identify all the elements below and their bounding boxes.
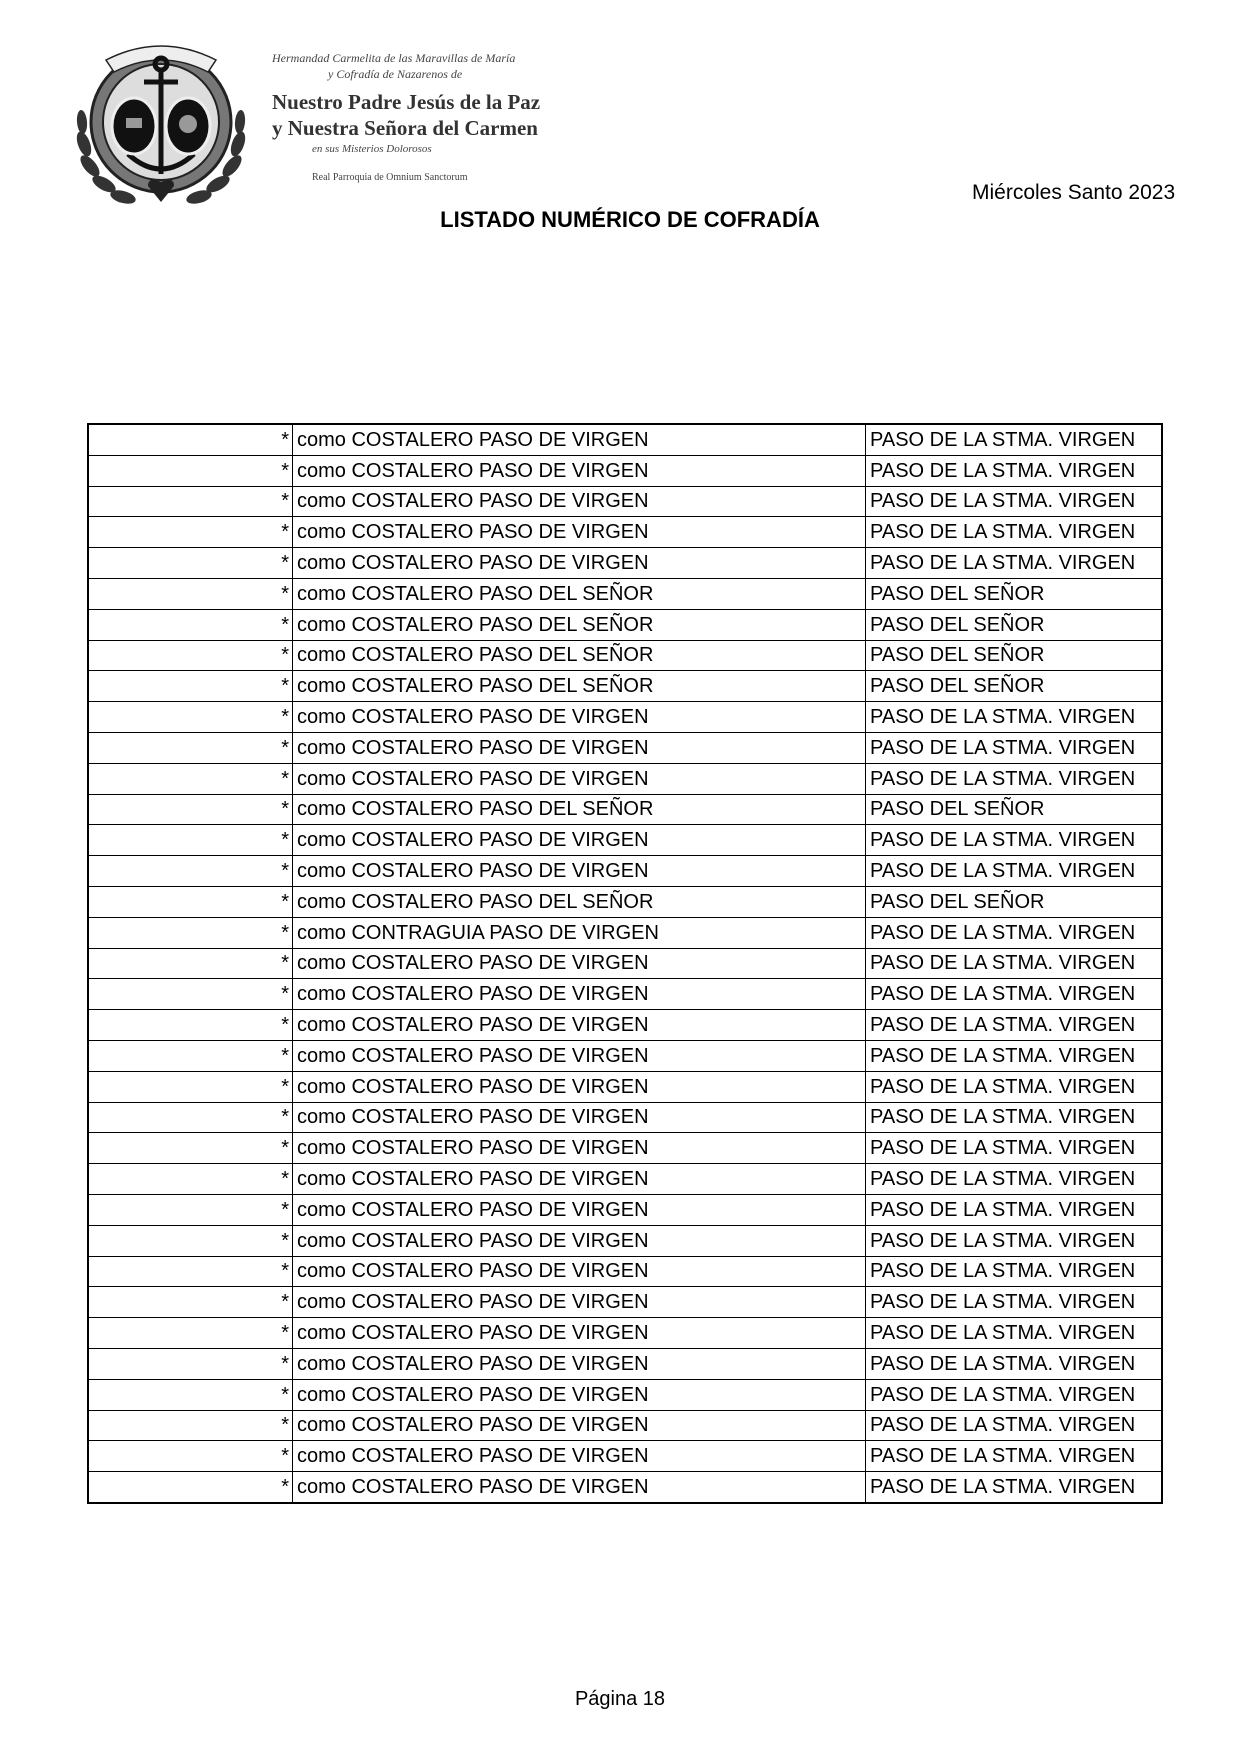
brotherhood-line-2: y Cofradía de Nazarenos de <box>328 67 463 81</box>
row-mark: * <box>88 1225 293 1256</box>
row-paso: PASO DE LA STMA. VIRGEN <box>866 517 1163 548</box>
row-role: como COSTALERO PASO DE VIRGEN <box>293 1256 866 1287</box>
row-paso: PASO DE LA STMA. VIRGEN <box>866 1441 1163 1472</box>
table-row <box>88 1194 1162 1225</box>
row-role: como COSTALERO PASO DE VIRGEN <box>293 948 866 979</box>
row-paso: PASO DE LA STMA. VIRGEN <box>866 1133 1163 1164</box>
row-paso: PASO DEL SEÑOR <box>866 671 1163 702</box>
row-paso: PASO DE LA STMA. VIRGEN <box>866 1194 1163 1225</box>
row-mark: * <box>88 979 293 1010</box>
row-mark: * <box>88 1441 293 1472</box>
row-mark: * <box>88 1287 293 1318</box>
row-mark: * <box>88 1379 293 1410</box>
brotherhood-line-5: en sus Misterios Dolorosos <box>312 143 432 155</box>
row-role: como COSTALERO PASO DE VIRGEN <box>293 548 866 579</box>
row-mark: * <box>88 1071 293 1102</box>
row-paso: PASO DEL SEÑOR <box>866 886 1163 917</box>
row-paso: PASO DE LA STMA. VIRGEN <box>866 948 1163 979</box>
cofradia-list-body <box>88 424 1162 1503</box>
row-role: como COSTALERO PASO DE VIRGEN <box>293 1287 866 1318</box>
row-role: como COSTALERO PASO DE VIRGEN <box>293 763 866 794</box>
row-mark: * <box>88 1410 293 1441</box>
row-mark: * <box>88 856 293 887</box>
row-mark: * <box>88 424 293 455</box>
row-mark: * <box>88 548 293 579</box>
row-role: como CONTRAGUIA PASO DE VIRGEN <box>293 917 866 948</box>
row-mark: * <box>88 486 293 517</box>
table-row <box>88 1133 1162 1164</box>
row-paso: PASO DE LA STMA. VIRGEN <box>866 486 1163 517</box>
table-row <box>88 732 1162 763</box>
row-mark: * <box>88 1472 293 1503</box>
row-role: como COSTALERO PASO DE VIRGEN <box>293 1379 866 1410</box>
row-paso: PASO DEL SEÑOR <box>866 609 1163 640</box>
row-role: como COSTALERO PASO DE VIRGEN <box>293 517 866 548</box>
brotherhood-line-1: Hermandad Carmelita de las Maravillas de María <box>272 51 516 65</box>
row-role: como COSTALERO PASO DE VIRGEN <box>293 1441 866 1472</box>
row-role: como COSTALERO PASO DE VIRGEN <box>293 455 866 486</box>
row-role: como COSTALERO PASO DE VIRGEN <box>293 856 866 887</box>
row-paso: PASO DE LA STMA. VIRGEN <box>866 1410 1163 1441</box>
row-role: como COSTALERO PASO DEL SEÑOR <box>293 886 866 917</box>
page-title: LISTADO NUMÉRICO DE COFRADÍA <box>440 207 820 232</box>
table-row <box>88 1441 1162 1472</box>
row-role: como COSTALERO PASO DE VIRGEN <box>293 1071 866 1102</box>
row-paso: PASO DEL SEÑOR <box>866 640 1163 671</box>
table-row <box>88 1102 1162 1133</box>
row-role: como COSTALERO PASO DE VIRGEN <box>293 1348 866 1379</box>
row-mark: * <box>88 886 293 917</box>
row-mark: * <box>88 1194 293 1225</box>
row-paso: PASO DE LA STMA. VIRGEN <box>866 1318 1163 1349</box>
table-row <box>88 763 1162 794</box>
table-row <box>88 1287 1162 1318</box>
document-date: Miércoles Santo 2023 <box>972 181 1176 204</box>
row-role: como COSTALERO PASO DE VIRGEN <box>293 1010 866 1041</box>
row-paso: PASO DE LA STMA. VIRGEN <box>866 424 1163 455</box>
row-role: como COSTALERO PASO DEL SEÑOR <box>293 671 866 702</box>
table-row <box>88 1472 1162 1503</box>
row-mark: * <box>88 948 293 979</box>
row-paso: PASO DE LA STMA. VIRGEN <box>866 1164 1163 1195</box>
brotherhood-parish: Real Parroquia de Omnium Sanctorum <box>312 172 468 183</box>
row-paso: PASO DE LA STMA. VIRGEN <box>866 1287 1163 1318</box>
row-mark: * <box>88 578 293 609</box>
row-paso: PASO DE LA STMA. VIRGEN <box>866 1102 1163 1133</box>
row-role: como COSTALERO PASO DE VIRGEN <box>293 424 866 455</box>
table-row <box>88 517 1162 548</box>
row-mark: * <box>88 763 293 794</box>
row-role: como COSTALERO PASO DE VIRGEN <box>293 1164 866 1195</box>
row-paso: PASO DE LA STMA. VIRGEN <box>866 763 1163 794</box>
row-mark: * <box>88 1102 293 1133</box>
row-role: como COSTALERO PASO DEL SEÑOR <box>293 578 866 609</box>
row-paso: PASO DE LA STMA. VIRGEN <box>866 825 1163 856</box>
row-role: como COSTALERO PASO DE VIRGEN <box>293 1040 866 1071</box>
table-row <box>88 979 1162 1010</box>
table-row <box>88 917 1162 948</box>
row-mark: * <box>88 671 293 702</box>
row-mark: * <box>88 1164 293 1195</box>
row-role: como COSTALERO PASO DE VIRGEN <box>293 1102 866 1133</box>
row-paso: PASO DE LA STMA. VIRGEN <box>866 732 1163 763</box>
row-mark: * <box>88 917 293 948</box>
row-paso: PASO DE LA STMA. VIRGEN <box>866 1472 1163 1503</box>
table-row <box>88 1410 1162 1441</box>
table-row <box>88 548 1162 579</box>
row-paso: PASO DEL SEÑOR <box>866 578 1163 609</box>
brotherhood-line-3: Nuestro Padre Jesús de la Paz <box>272 90 541 114</box>
table-row <box>88 1348 1162 1379</box>
table-row <box>88 1318 1162 1349</box>
row-paso: PASO DE LA STMA. VIRGEN <box>866 1379 1163 1410</box>
table-row <box>88 578 1162 609</box>
row-mark: * <box>88 732 293 763</box>
row-role: como COSTALERO PASO DE VIRGEN <box>293 979 866 1010</box>
brotherhood-line-4: y Nuestra Señora del Carmen <box>272 116 538 140</box>
row-role: como COSTALERO PASO DE VIRGEN <box>293 1133 866 1164</box>
row-paso: PASO DE LA STMA. VIRGEN <box>866 1348 1163 1379</box>
table-row <box>88 1071 1162 1102</box>
row-paso: PASO DE LA STMA. VIRGEN <box>866 702 1163 733</box>
row-role: como COSTALERO PASO DE VIRGEN <box>293 1472 866 1503</box>
row-role: como COSTALERO PASO DE VIRGEN <box>293 702 866 733</box>
table-row <box>88 856 1162 887</box>
row-role: como COSTALERO PASO DE VIRGEN <box>293 1318 866 1349</box>
row-role: como COSTALERO PASO DE VIRGEN <box>293 1194 866 1225</box>
row-mark: * <box>88 1040 293 1071</box>
table-row <box>88 886 1162 917</box>
table-row <box>88 486 1162 517</box>
row-mark: * <box>88 609 293 640</box>
table-row <box>88 1164 1162 1195</box>
row-role: como COSTALERO PASO DE VIRGEN <box>293 486 866 517</box>
row-role: como COSTALERO PASO DE VIRGEN <box>293 732 866 763</box>
row-role: como COSTALERO PASO DEL SEÑOR <box>293 794 866 825</box>
table-row <box>88 1379 1162 1410</box>
table-row <box>88 1225 1162 1256</box>
table-row <box>88 609 1162 640</box>
row-paso: PASO DE LA STMA. VIRGEN <box>866 1040 1163 1071</box>
row-mark: * <box>88 702 293 733</box>
table-row <box>88 424 1162 455</box>
row-role: como COSTALERO PASO DE VIRGEN <box>293 825 866 856</box>
table-row <box>88 1040 1162 1071</box>
row-mark: * <box>88 1133 293 1164</box>
row-mark: * <box>88 1010 293 1041</box>
row-mark: * <box>88 1348 293 1379</box>
row-paso: PASO DEL SEÑOR <box>866 794 1163 825</box>
cofradia-list-table <box>87 423 1163 1504</box>
table-row <box>88 1256 1162 1287</box>
row-mark: * <box>88 517 293 548</box>
table-row <box>88 794 1162 825</box>
row-mark: * <box>88 794 293 825</box>
row-role: como COSTALERO PASO DE VIRGEN <box>293 1410 866 1441</box>
table-row <box>88 640 1162 671</box>
table-row <box>88 948 1162 979</box>
row-paso: PASO DE LA STMA. VIRGEN <box>866 1256 1163 1287</box>
table-row <box>88 671 1162 702</box>
brotherhood-seal-logo <box>68 34 254 214</box>
row-role: como COSTALERO PASO DEL SEÑOR <box>293 640 866 671</box>
row-mark: * <box>88 455 293 486</box>
row-paso: PASO DE LA STMA. VIRGEN <box>866 1010 1163 1041</box>
row-paso: PASO DE LA STMA. VIRGEN <box>866 979 1163 1010</box>
row-paso: PASO DE LA STMA. VIRGEN <box>866 917 1163 948</box>
row-paso: PASO DE LA STMA. VIRGEN <box>866 856 1163 887</box>
row-mark: * <box>88 825 293 856</box>
row-mark: * <box>88 1318 293 1349</box>
table-row <box>88 825 1162 856</box>
row-mark: * <box>88 640 293 671</box>
row-paso: PASO DE LA STMA. VIRGEN <box>866 548 1163 579</box>
row-paso: PASO DE LA STMA. VIRGEN <box>866 1225 1163 1256</box>
table-row <box>88 1010 1162 1041</box>
brotherhood-name-block <box>272 50 572 185</box>
row-role: como COSTALERO PASO DEL SEÑOR <box>293 609 866 640</box>
table-row <box>88 455 1162 486</box>
page-number: Página 18 <box>574 1688 666 1710</box>
row-role: como COSTALERO PASO DE VIRGEN <box>293 1225 866 1256</box>
row-paso: PASO DE LA STMA. VIRGEN <box>866 455 1163 486</box>
row-mark: * <box>88 1256 293 1287</box>
row-paso: PASO DE LA STMA. VIRGEN <box>866 1071 1163 1102</box>
table-row <box>88 702 1162 733</box>
